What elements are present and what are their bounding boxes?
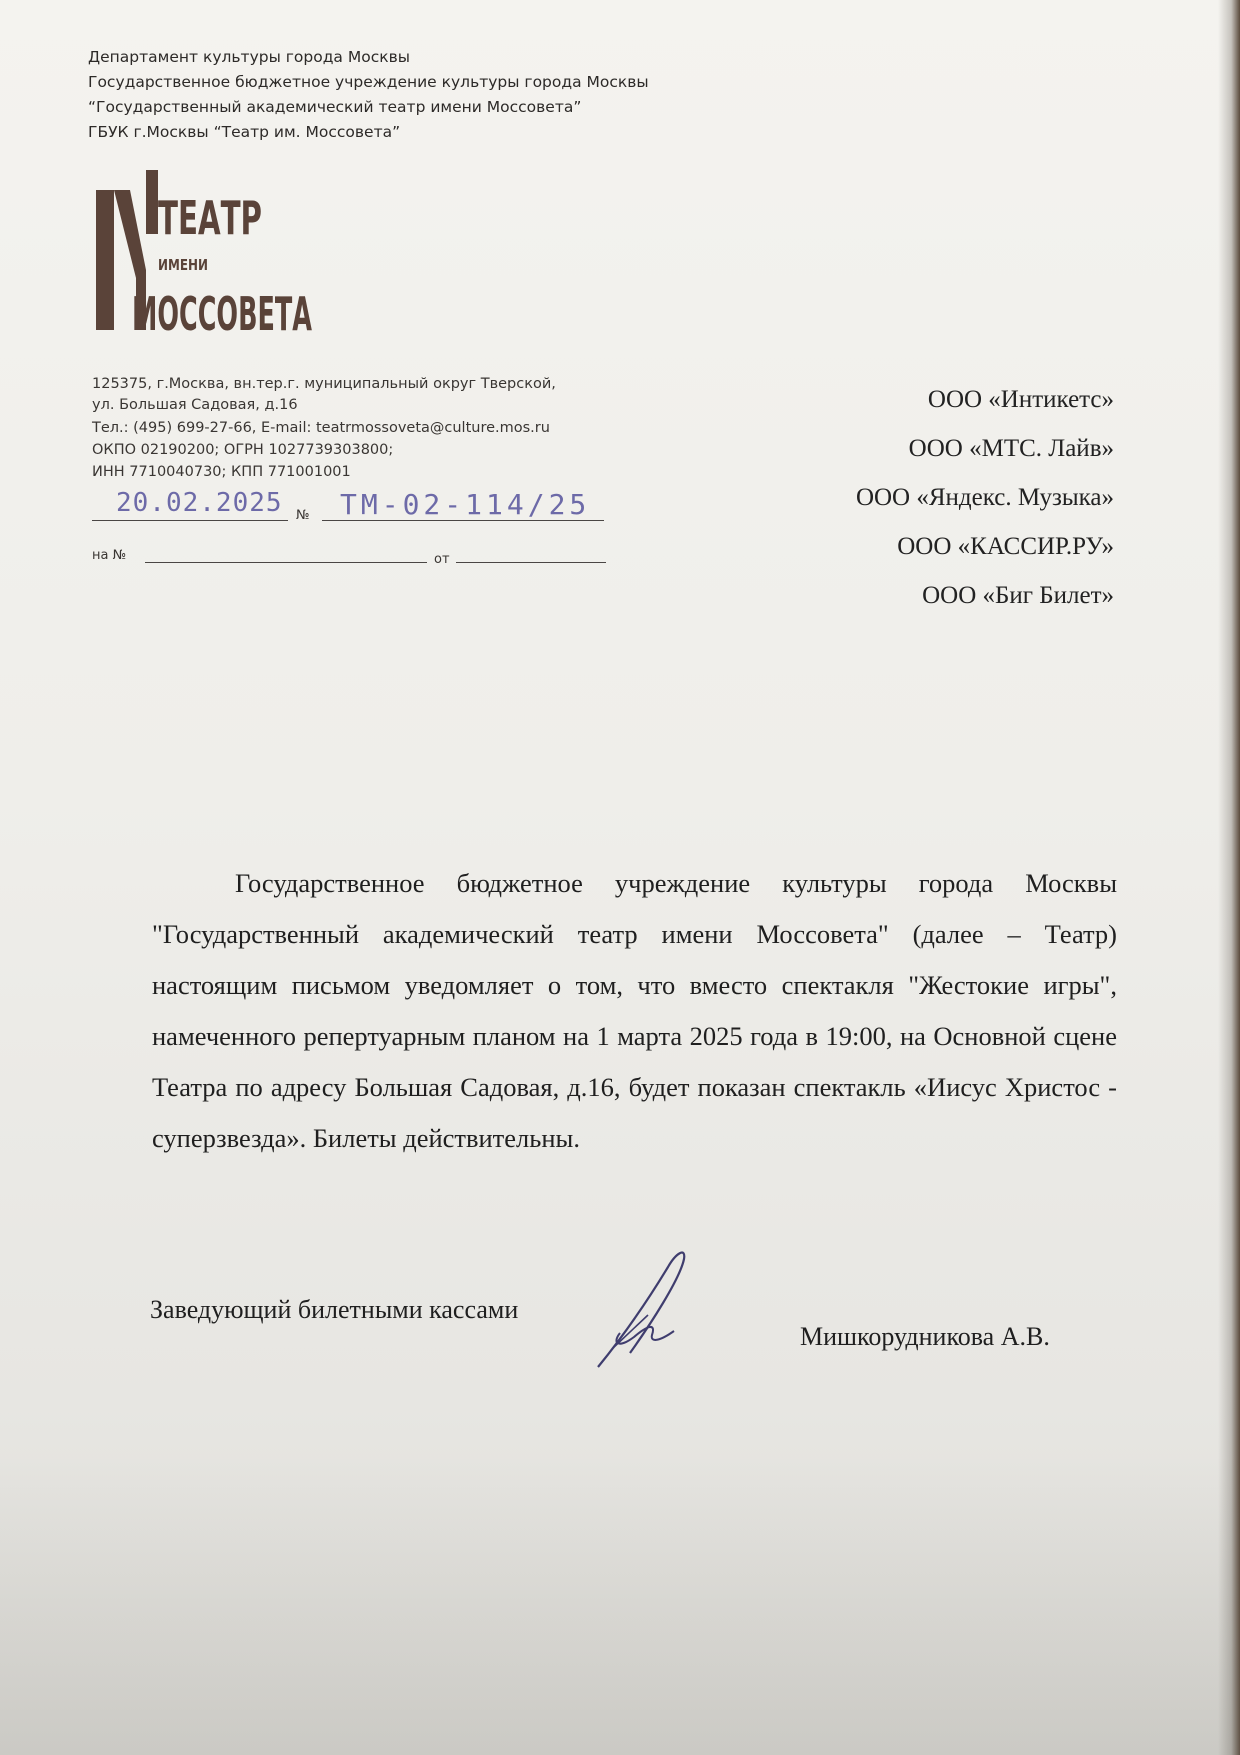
reference-date-label: от bbox=[434, 552, 450, 567]
registration-number-label: № bbox=[296, 508, 310, 523]
address-line-okpo-ogrn: ОКПО 02190200; ОГРН 1027739303800; bbox=[92, 442, 394, 458]
handwritten-signature bbox=[590, 1245, 740, 1375]
reference-date-underline bbox=[456, 562, 606, 563]
signatory-title: Заведующий билетными кассами bbox=[150, 1295, 519, 1324]
logo-word-teatr: ТЕАТР bbox=[158, 191, 262, 245]
number-underline bbox=[322, 520, 604, 521]
theatre-logo bbox=[88, 170, 328, 340]
address-line-contacts: Тел.: (495) 699-27-66, E-mail: teatrmossoveta@culture.mos.ru bbox=[92, 420, 550, 436]
address-line-inn-kpp: ИНН 7710040730; КПП 771001001 bbox=[92, 464, 351, 480]
logo-m-left-stem bbox=[96, 190, 114, 330]
recipient-intickets: ООО «Интикетс» bbox=[927, 386, 1114, 413]
logo-word-imeni: ИМЕНИ bbox=[158, 256, 208, 274]
recipient-kassir-ru: ООО «КАССИР.РУ» bbox=[897, 533, 1114, 560]
signatory-name: Мишкорудникова А.В. bbox=[800, 1322, 1050, 1351]
header-theatre-short-name: ГБУК г.Москвы “Театр им. Моссовета” bbox=[88, 123, 401, 141]
registration-date: 20.02.2025 bbox=[116, 488, 283, 518]
address-line-city: 125375, г.Москва, вн.тер.г. муниципальный округ Тверской, bbox=[92, 376, 556, 392]
recipient-big-bilet: ООО «Биг Билет» bbox=[922, 582, 1114, 609]
date-underline bbox=[92, 520, 288, 521]
letter-body: Государственное бюджетное учреждение культуры города Москвы "Государственный академический театр имени Моссовета" (далее – Театр) настоящим письмом уведомляет о том, что вместо спектакля "Жестокие игры", намеченного репертуарным планом на 1 марта 2025 года в 19:00, на Основной сцене Театра по адресу Большая Садовая, д.16, будет показан спектакль «Иисус Христос - суперзвезда». Билеты действительны. bbox=[152, 868, 1117, 1153]
header-theatre-full-name: “Государственный академический театр имени Моссовета” bbox=[88, 98, 582, 116]
header-department: Департамент культуры города Москвы bbox=[88, 48, 410, 66]
signature-stroke-loop bbox=[616, 1327, 674, 1344]
logo-t-stem bbox=[146, 170, 158, 234]
page-bottom-shadow bbox=[0, 1455, 1240, 1755]
header-institution: Государственное бюджетное учреждение культуры города Москвы bbox=[88, 73, 649, 91]
reference-number-label: на № bbox=[92, 548, 127, 563]
address-line-street: ул. Большая Садовая, д.16 bbox=[92, 397, 298, 413]
recipient-mts-live: ООО «МТС. Лайв» bbox=[908, 435, 1114, 462]
reference-number-underline bbox=[145, 562, 427, 563]
recipient-yandex-music: ООО «Яндекс. Музыка» bbox=[855, 484, 1114, 511]
signature-stroke-cross bbox=[612, 1315, 648, 1349]
registration-number: ТМ-02-114/25 bbox=[340, 488, 591, 521]
signature-stroke-main bbox=[598, 1253, 684, 1367]
logo-word-mossoveta: МОССОВЕТА bbox=[132, 287, 313, 341]
